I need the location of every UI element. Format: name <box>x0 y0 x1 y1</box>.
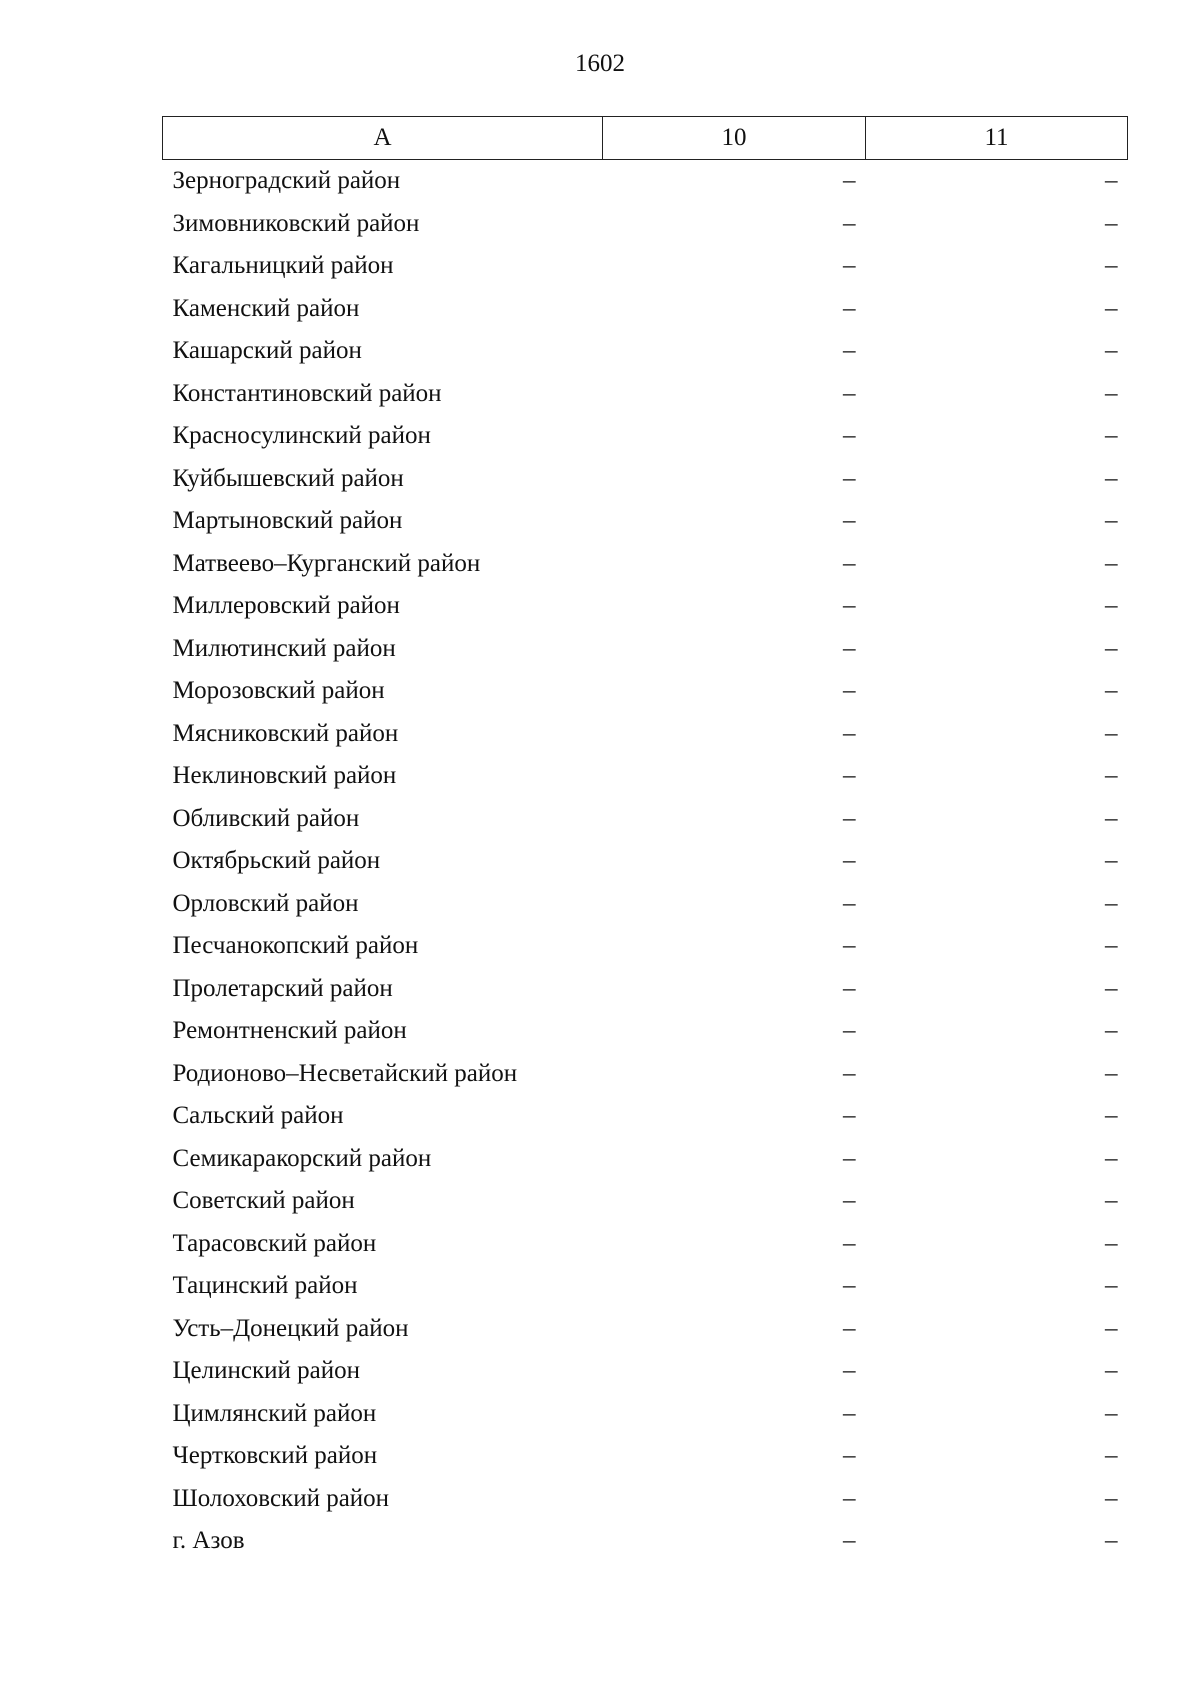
value-col-11: – <box>1105 549 1118 577</box>
table-row <box>163 1478 1128 1521</box>
district-name: Морозовский район <box>172 677 385 705</box>
table-row <box>163 330 1128 373</box>
data-table <box>162 116 1128 1563</box>
value-col-11: – <box>1105 592 1118 620</box>
value-col-11: – <box>1105 1059 1118 1087</box>
value-col-11: – <box>1105 847 1118 875</box>
table-row <box>163 500 1128 543</box>
district-name: Песчанокопский район <box>172 932 419 960</box>
table-row <box>163 1393 1128 1436</box>
value-col-11: – <box>1105 379 1118 407</box>
value-col-10: – <box>843 1314 856 1342</box>
value-col-11: – <box>1105 1144 1118 1172</box>
district-name: Красносулинский район <box>172 422 431 450</box>
value-col-11: – <box>1105 422 1118 450</box>
value-col-10: – <box>843 974 856 1002</box>
value-col-10: – <box>843 1399 856 1427</box>
district-name: Каменский район <box>172 294 360 322</box>
value-col-11: – <box>1105 507 1118 535</box>
district-name: г. Азов <box>172 1527 245 1555</box>
district-name: Чертковский район <box>172 1442 378 1470</box>
header-11: 11 <box>866 117 1128 160</box>
table-row <box>163 585 1128 628</box>
value-col-11: – <box>1105 889 1118 917</box>
district-name: Матвеево–Курганский район <box>172 549 481 577</box>
table-row <box>163 1520 1128 1563</box>
district-name: Мясниковский район <box>172 719 399 747</box>
value-col-11: – <box>1105 1527 1118 1555</box>
value-col-10: – <box>843 804 856 832</box>
value-col-11: – <box>1105 634 1118 662</box>
table-row <box>163 755 1128 798</box>
value-col-10: – <box>843 1229 856 1257</box>
table-row <box>163 1095 1128 1138</box>
table-row <box>163 543 1128 586</box>
value-col-11: – <box>1105 974 1118 1002</box>
district-name: Орловский район <box>172 889 359 917</box>
table-row <box>163 1350 1128 1393</box>
header-a: А <box>163 117 603 160</box>
value-col-11: – <box>1105 1272 1118 1300</box>
header-10: 10 <box>603 117 866 160</box>
table-row <box>163 670 1128 713</box>
value-col-10: – <box>843 464 856 492</box>
district-name: Цимлянский район <box>172 1399 377 1427</box>
district-name: Родионово–Несветайский район <box>172 1059 518 1087</box>
value-col-11: – <box>1105 1314 1118 1342</box>
table-row <box>163 458 1128 501</box>
district-name: Тацинский район <box>172 1272 358 1300</box>
table-row <box>163 968 1128 1011</box>
value-col-11: – <box>1105 932 1118 960</box>
value-col-11: – <box>1105 294 1118 322</box>
table-row <box>163 160 1128 203</box>
value-col-10: – <box>843 422 856 450</box>
value-col-11: – <box>1105 804 1118 832</box>
value-col-11: – <box>1105 1442 1118 1470</box>
table-row <box>163 1138 1128 1181</box>
value-col-11: – <box>1105 677 1118 705</box>
district-name: Тарасовский район <box>172 1229 377 1257</box>
value-col-10: – <box>843 1102 856 1130</box>
district-name: Пролетарский район <box>172 974 393 1002</box>
value-col-11: – <box>1105 1484 1118 1512</box>
table-row <box>163 288 1128 331</box>
table-row <box>163 883 1128 926</box>
district-name: Сальский район <box>172 1102 344 1130</box>
table-body <box>163 160 1128 1563</box>
value-col-10: – <box>843 1187 856 1215</box>
district-name: Зерноградский район <box>172 167 401 195</box>
value-col-10: – <box>843 1272 856 1300</box>
table-row <box>163 925 1128 968</box>
district-name: Шолоховский район <box>172 1484 390 1512</box>
table-row <box>163 798 1128 841</box>
table-row <box>163 1010 1128 1053</box>
value-col-10: – <box>843 167 856 195</box>
value-col-10: – <box>843 1017 856 1045</box>
value-col-10: – <box>843 592 856 620</box>
value-col-10: – <box>843 337 856 365</box>
value-col-10: – <box>843 252 856 280</box>
value-col-10: – <box>843 1357 856 1385</box>
value-col-10: – <box>843 1144 856 1172</box>
value-col-10: – <box>843 294 856 322</box>
page-number: 1602 <box>575 50 625 77</box>
value-col-11: – <box>1105 719 1118 747</box>
value-col-11: – <box>1105 1102 1118 1130</box>
table-row <box>163 203 1128 246</box>
district-name: Советский район <box>172 1187 355 1215</box>
value-col-11: – <box>1105 1187 1118 1215</box>
district-name: Целинский район <box>172 1357 360 1385</box>
table-row <box>163 1265 1128 1308</box>
table-row <box>163 1053 1128 1096</box>
table-row <box>163 245 1128 288</box>
table-header-row <box>163 117 1128 160</box>
table-row <box>163 713 1128 756</box>
table-row <box>163 373 1128 416</box>
district-name: Неклиновский район <box>172 762 397 790</box>
value-col-10: – <box>843 634 856 662</box>
value-col-11: – <box>1105 1229 1118 1257</box>
district-name: Кагальницкий район <box>172 252 394 280</box>
district-name: Миллеровский район <box>172 592 400 620</box>
value-col-11: – <box>1105 252 1118 280</box>
value-col-11: – <box>1105 1399 1118 1427</box>
district-name: Милютинский район <box>172 634 396 662</box>
district-name: Зимовниковский район <box>172 209 420 237</box>
district-name: Ремонтненский район <box>172 1017 407 1045</box>
value-col-11: – <box>1105 337 1118 365</box>
district-name: Кашарский район <box>172 337 362 365</box>
value-col-10: – <box>843 1442 856 1470</box>
value-col-10: – <box>843 889 856 917</box>
value-col-11: – <box>1105 464 1118 492</box>
district-name: Обливский район <box>172 804 360 832</box>
table-row <box>163 628 1128 671</box>
value-col-10: – <box>843 507 856 535</box>
value-col-10: – <box>843 719 856 747</box>
district-name: Семикаракорский район <box>172 1144 432 1172</box>
value-col-10: – <box>843 847 856 875</box>
district-name: Константиновский район <box>172 379 442 407</box>
value-col-11: – <box>1105 1017 1118 1045</box>
table-row <box>163 1308 1128 1351</box>
district-name: Мартыновский район <box>172 507 403 535</box>
district-name: Усть–Донецкий район <box>172 1314 409 1342</box>
table-row <box>163 840 1128 883</box>
value-col-11: – <box>1105 762 1118 790</box>
value-col-10: – <box>843 1059 856 1087</box>
value-col-10: – <box>843 677 856 705</box>
table-row <box>163 1223 1128 1266</box>
value-col-11: – <box>1105 167 1118 195</box>
value-col-10: – <box>843 379 856 407</box>
value-col-10: – <box>843 762 856 790</box>
value-col-11: – <box>1105 209 1118 237</box>
table-row <box>163 1180 1128 1223</box>
district-name: Куйбышевский район <box>172 464 404 492</box>
value-col-10: – <box>843 209 856 237</box>
value-col-10: – <box>843 549 856 577</box>
district-name: Октябрьский район <box>172 847 381 875</box>
value-col-10: – <box>843 932 856 960</box>
value-col-10: – <box>843 1484 856 1512</box>
table-row <box>163 415 1128 458</box>
value-col-10: – <box>843 1527 856 1555</box>
value-col-11: – <box>1105 1357 1118 1385</box>
table-row <box>163 1435 1128 1478</box>
